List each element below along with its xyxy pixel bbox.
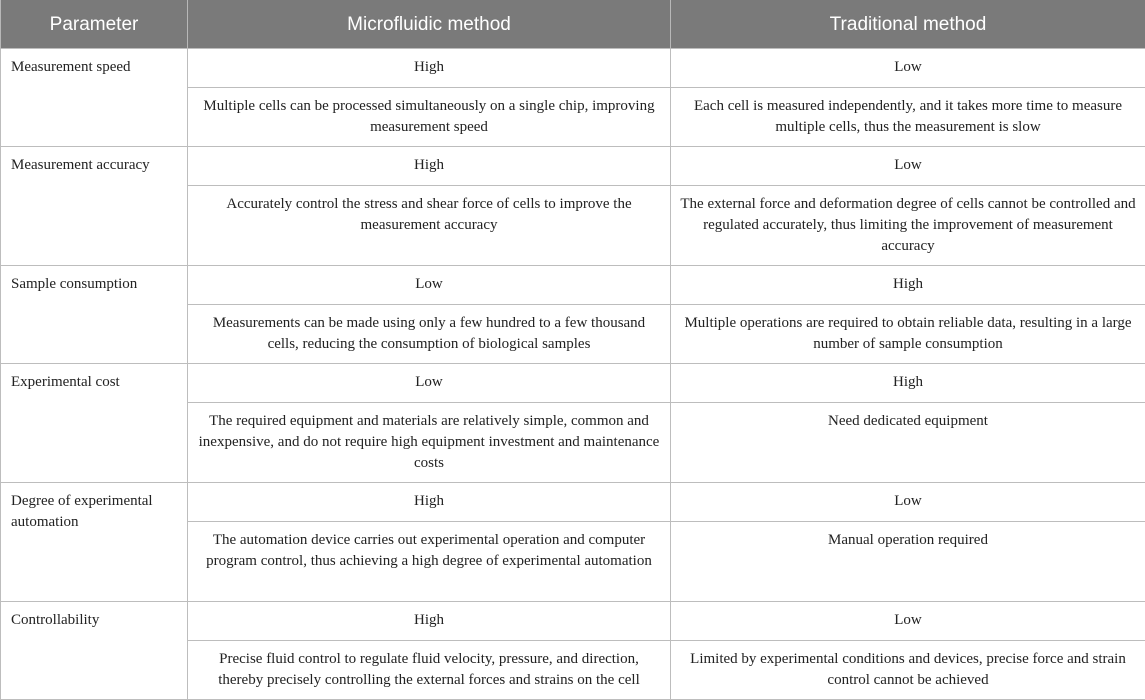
table-row bbox=[1, 602, 1145, 641]
trad-level-cell: Low bbox=[671, 147, 1145, 186]
micro-description-cell: Precise fluid control to regulate fluid velocity, pressure, and direction, thereby precisely controlling the external forces and strains on the cell bbox=[188, 641, 671, 700]
parameter-cell: Measurement accuracy bbox=[1, 147, 188, 266]
header-row bbox=[1, 0, 1145, 49]
table-row bbox=[1, 266, 1145, 305]
trad-level-cell: Low bbox=[671, 49, 1145, 88]
trad-description-cell: Manual operation required bbox=[671, 522, 1145, 602]
micro-level-cell: Low bbox=[188, 364, 671, 403]
micro-level-cell: High bbox=[188, 49, 671, 88]
micro-level-cell: Low bbox=[188, 266, 671, 305]
trad-description-cell: Limited by experimental conditions and devices, precise force and strain control cannot be achieved bbox=[671, 641, 1145, 700]
table-header bbox=[1, 0, 1145, 49]
table-row bbox=[1, 49, 1145, 88]
header-parameter: Parameter bbox=[1, 0, 188, 49]
trad-level-cell: Low bbox=[671, 483, 1145, 522]
micro-level-cell: High bbox=[188, 483, 671, 522]
trad-description-cell: Multiple operations are required to obtain reliable data, resulting in a large number of sample consumption bbox=[671, 305, 1145, 364]
table-row bbox=[1, 364, 1145, 403]
micro-description-cell: The required equipment and materials are relatively simple, common and inexpensive, and do not require high equipment investment and maintenance costs bbox=[188, 403, 671, 483]
micro-level-cell: High bbox=[188, 602, 671, 641]
micro-description-cell: Measurements can be made using only a few hundred to a few thousand cells, reducing the consumption of biological samples bbox=[188, 305, 671, 364]
table-body bbox=[1, 49, 1145, 700]
trad-description-cell: Need dedicated equipment bbox=[671, 403, 1145, 483]
trad-description-cell: The external force and deformation degree of cells cannot be controlled and regulated accurately, thus limiting the improvement of measurement accuracy bbox=[671, 186, 1145, 266]
trad-level-cell: Low bbox=[671, 602, 1145, 641]
header-traditional-method: Traditional method bbox=[671, 0, 1145, 49]
parameter-cell: Controllability bbox=[1, 602, 188, 700]
parameter-cell: Measurement speed bbox=[1, 49, 188, 147]
trad-level-cell: High bbox=[671, 364, 1145, 403]
parameter-cell: Degree of experimental automation bbox=[1, 483, 188, 602]
parameter-cell: Experimental cost bbox=[1, 364, 188, 483]
micro-level-cell: High bbox=[188, 147, 671, 186]
table-row bbox=[1, 147, 1145, 186]
table-row bbox=[1, 483, 1145, 522]
trad-level-cell: High bbox=[671, 266, 1145, 305]
micro-description-cell: Multiple cells can be processed simultaneously on a single chip, improving measurement speed bbox=[188, 88, 671, 147]
trad-description-cell: Each cell is measured independently, and it takes more time to measure multiple cells, thus the measurement is slow bbox=[671, 88, 1145, 147]
micro-description-cell: The automation device carries out experimental operation and computer program control, thus achieving a high degree of experimental automation bbox=[188, 522, 671, 602]
header-microfluidic-method: Microfluidic method bbox=[188, 0, 671, 49]
micro-description-cell: Accurately control the stress and shear force of cells to improve the measurement accuracy bbox=[188, 186, 671, 266]
parameter-cell: Sample consumption bbox=[1, 266, 188, 364]
